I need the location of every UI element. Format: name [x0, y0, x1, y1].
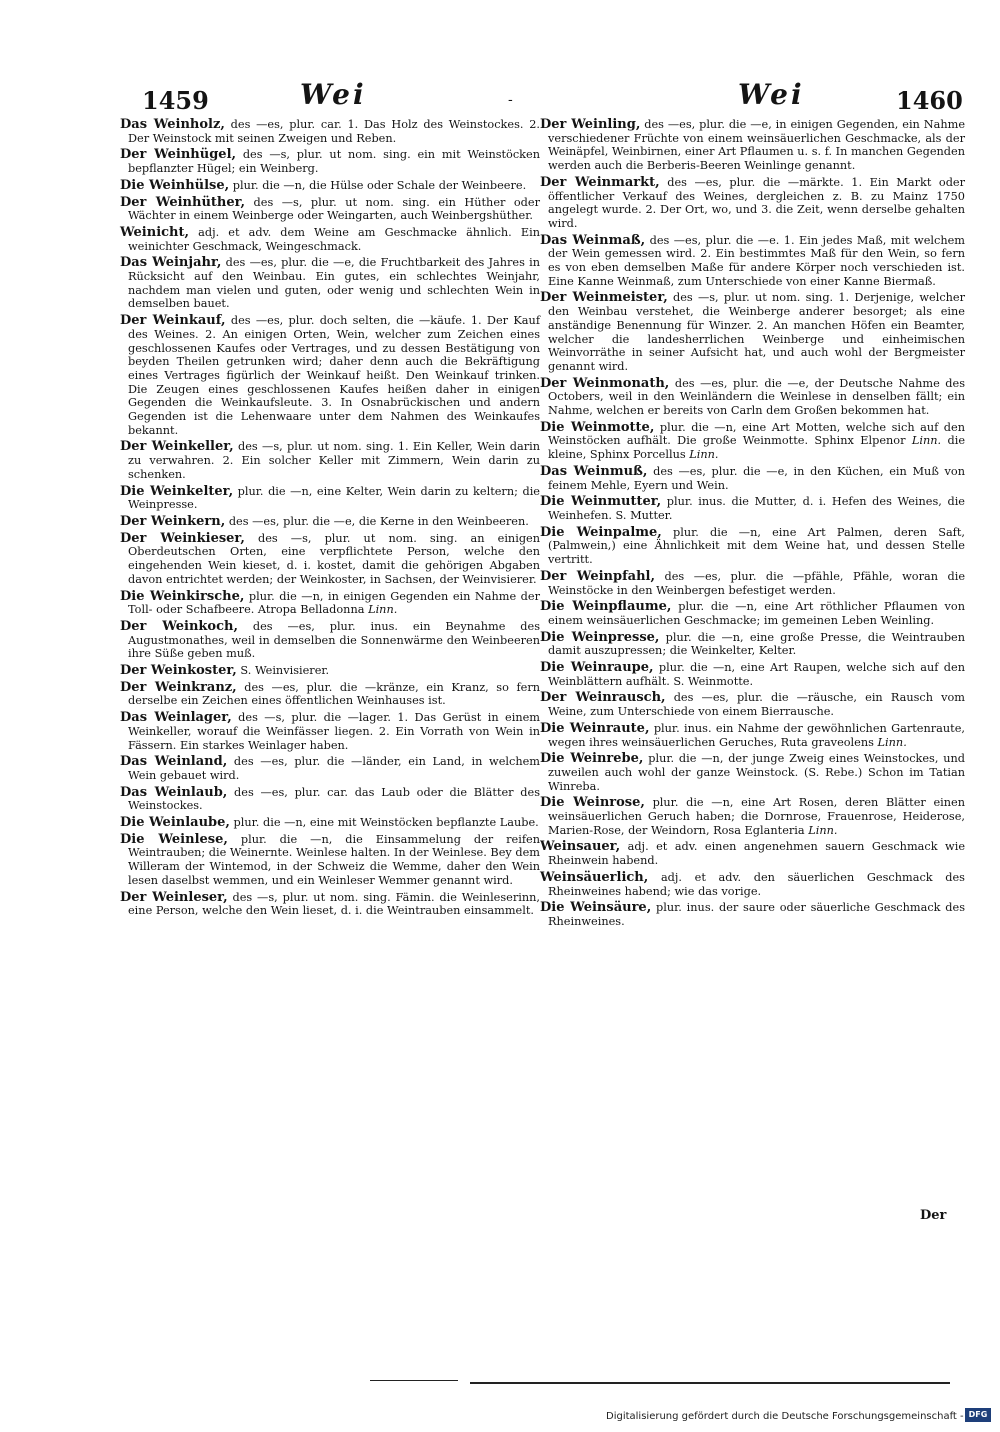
dictionary-entry [540, 722, 965, 749]
header-dash: - [508, 92, 513, 108]
dictionary-entry [540, 752, 965, 793]
dictionary-entry [540, 871, 965, 898]
entry-latin: Linn. [911, 434, 942, 448]
dictionary-entry [120, 485, 540, 512]
entry-headword: Weinsäuerlich, [540, 869, 649, 885]
dictionary-entry [120, 148, 540, 175]
entry-text: plur. die —n, der junge Zweig eines Weinstockes, und zuweilen auch wohl der ganze Weinstock. (S. Rebe.) Schon im Tatian Winreba. [548, 752, 966, 793]
entry-headword: Die Weinraupe, [540, 660, 654, 676]
catchword: Der [920, 1208, 947, 1223]
bottom-rule-long [470, 1382, 950, 1384]
entry-text: des —s, plur. ut nom. sing. 1. Ein Keller, Wein darin zu verwahren. 2. Ein solcher Keller mit Zimmern, Wein darin zu schenken. [128, 440, 540, 481]
entry-text: des —es, plur. die —e, in den Küchen, ein Muß von feinem Mehle, Eyern und Wein. [548, 464, 965, 492]
entry-text: des —s, plur. ut nom. sing. an einigen Oberdeutschen Orten, eine verpflichtete Person, welche den eingehenden Wein kieset, d. i. kostet, damit die gehörigen Abgaben davon entrichtet werden; der Weinkoster, in Sachsen, der Weinvisierer. [128, 531, 541, 586]
dictionary-entry [540, 495, 965, 522]
entry-headword: Die Weinpresse, [540, 629, 660, 645]
entry-text: des —es, plur. die —e, die Fruchtbarkeit des Jahres in Rücksicht auf den Weinbau. Ein gutes, ein schlechtes Weinjahr, nachdem man vielen und guten, oder wenig und schlechten Wein in demselben bauet. [128, 256, 541, 311]
entry-headword: Der Weinhüther, [120, 194, 246, 210]
entry-headword: Der Weinling, [540, 117, 641, 132]
dictionary-entry [120, 314, 540, 437]
entry-headword: Die Weinmutter, [540, 494, 662, 510]
dictionary-entry [120, 620, 540, 661]
entry-headword: Die Weinpflaume, [540, 599, 672, 615]
entry-headword: Die Weinrebe, [540, 751, 644, 767]
entry-headword: Der Weinhügel, [120, 147, 237, 163]
entry-headword: Der Weinrausch, [540, 690, 666, 706]
dictionary-entry [120, 532, 540, 587]
dictionary-entry [540, 796, 965, 837]
entry-headword: Der Weinkeller, [120, 439, 234, 455]
entry-text: adj. et adv. einen angenehmen sauern Geschmack wie Rheinwein habend. [548, 840, 966, 868]
entry-text: plur. die —n, eine Art Rosen, deren Blätter einen weinsäuerlichen Geruch haben; die Dornrose, Frauenrose, Heiderose, Marien-Rose, der Weindorn, Rosa Eglanteria [548, 796, 965, 837]
right-column [540, 118, 965, 932]
dictionary-entry [540, 600, 965, 627]
entry-headword: Der Weinkoch, [120, 618, 238, 634]
right-header-word: Wei [738, 78, 805, 111]
entry-text: plur. die —n, eine Art Raupen, welche sich auf den Weinblättern aufhält. S. Weinmotte. [548, 661, 965, 688]
dictionary-entry [120, 755, 540, 782]
entry-headword: Die Weinmotte, [540, 419, 655, 435]
entry-headword: Der Weinkern, [120, 513, 226, 529]
dictionary-entry [540, 631, 965, 658]
dictionary-entry [120, 786, 540, 813]
entry-headword: Das Weinjahr, [120, 255, 222, 271]
dictionary-entry [120, 256, 540, 311]
entry-headword: Der Weinkoster, [120, 663, 237, 679]
left-page-number: 1459 [142, 86, 209, 115]
right-page-number: 1460 [896, 86, 963, 115]
entry-headword: Der Weinmonath, [540, 375, 670, 391]
entry-text: adj. et adv. den säuerlichen Geschmack des Rheinweines habend; wie das vorige. [548, 870, 965, 898]
entry-text: plur. die —n, eine Kelter, Wein darin zu keltern; die Weinpresse. [128, 484, 540, 512]
dictionary-entry [120, 590, 540, 617]
dictionary-entry [540, 465, 965, 492]
dictionary-entry [120, 833, 540, 888]
entry-headword: Die Weinlaube, [120, 815, 230, 831]
entry-text: plur. die —n, eine große Presse, die Weintrauben damit auszupressen; die Weinkelter, Kelter. [548, 630, 966, 658]
dictionary-entry [540, 291, 965, 373]
entry-text: S. Weinvisierer. [240, 664, 330, 678]
entry-text: des —es, plur. die —e, in einigen Gegenden, ein Nahme verschiedener Früchte von einem weinsäuerlichen Geschmacke, als der Weinäpfel, Weinbirnen, einer Art Pflaumen u. s. f. In manchen Gegenden werden auch die Berberis-Beeren Weinlinge genannt. [548, 118, 966, 173]
dictionary-entry [540, 840, 965, 867]
entry-text: des —es, plur. inus. ein Beynahme des Augustmonathes, weil in demselben die Sonnenwärme den Weinbeeren ihre Süße geben muß. [128, 619, 540, 661]
entry-text: des —s, plur. ut nom. sing. ein Hüther oder Wächter in einem Weinberge oder Weingarten, auch Weinbergshüther. [128, 195, 540, 223]
entry-text: plur. die —n, eine Art Palmen, deren Saft, (Palmwein,) eine Ähnlichkeit mit dem Weine hat, und dessen Stelle vertritt. [548, 525, 965, 567]
entry-headword: Weinicht, [120, 224, 190, 240]
dictionary-entry [540, 421, 965, 462]
entry-text: des —es, plur. die —kränze, ein Kranz, so fern derselbe ein Zeichen eines öffentlichen Weinhauses ist. [128, 680, 540, 708]
entry-latin: Linn. [689, 448, 719, 462]
entry-headword: Die Weinsäure, [540, 900, 652, 916]
dictionary-entry [120, 681, 540, 708]
entry-text: plur. die —n, die Hülse oder Schale der Weinbeere. [232, 178, 527, 192]
entry-headword: Der Weinmarkt, [540, 174, 660, 190]
entry-text: plur. die —n, in einigen Gegenden ein Nahme der Toll- oder Schafbeere. Atropa Belladonna [128, 589, 540, 617]
entry-headword: Die Weinkelter, [120, 483, 234, 499]
entry-headword: Die Weinkirsche, [120, 588, 245, 604]
entry-text: des —es, plur. die —märkte. 1. Ein Markt oder öffentlicher Verkauf des Weines, dergleichen z. B. zu Mainz 1750 angelegt wurde. 2. Der Ort, wo, und 3. die Zeit, wenn derselbe gehalten wird. [548, 175, 966, 230]
dictionary-entry [120, 664, 540, 678]
entry-headword: Das Weinlaub, [120, 784, 228, 800]
entry-text: adj. et adv. dem Weine am Geschmacke ähnlich. Ein weinichter Geschmack, Weingeschmack. [128, 225, 540, 253]
bottom-rule-short [370, 1380, 458, 1381]
dictionary-entry [540, 691, 965, 718]
entry-headword: Die Weinhülse, [120, 177, 230, 193]
dictionary-entry [120, 118, 540, 145]
entry-text: des —es, plur. die —länder, ein Land, in welchem Wein gebauet wird. [128, 755, 541, 782]
entry-text: des —es, plur. car. das Laub oder die Blätter des Weinstockes. [128, 785, 541, 813]
left-header-word: Wei [300, 78, 367, 111]
entry-latin: Linn. [808, 823, 838, 837]
entry-text: des —s, plur. die —lager. 1. Das Gerüst in einem Weinkeller, worauf die Weinfässer liegen. 2. Ein Vorrath von Wein in Fässern. Ein starkes Weinlager haben. [128, 711, 540, 752]
dictionary-entry [540, 234, 965, 289]
entry-headword: Das Weinmaß, [540, 232, 646, 248]
entry-text: plur. inus. der saure oder säuerliche Geschmack des Rheinweines. [548, 901, 965, 928]
entry-headword: Weinsauer, [540, 839, 621, 855]
entry-text: des —es, plur. die —pfähle, Pfähle, woran die Weinstöcke in den Weinbergen befestiget werden. [548, 569, 966, 597]
entry-text: des —s, plur. ut nom. sing. ein mit Weinstöcken bepflanzter Hügel; ein Weinberg. [128, 148, 540, 176]
entry-text: plur. die —n, eine Art röthlicher Pflaumen von einem weinsäuerlichen Geschmacke; im gemeinen Leben Weinling. [548, 600, 965, 627]
dictionary-entry [120, 816, 540, 830]
entry-text: plur. die —n, eine mit Weinstöcken bepflanzte Laube. [233, 816, 539, 830]
entry-text: plur. die —n, eine Art Motten, welche sich auf den Weinstöcken aufhält. Die große Weinmotte. Sphinx Elpenor [548, 420, 965, 448]
entry-headword: Der Weinkranz, [120, 679, 237, 695]
entry-headword: Der Weinleser, [120, 889, 228, 905]
entry-text: plur. die —n, die Einsammelung der reifen Weintrauben; die Weinernte. Weinlese halten. In der Weinlese. Bey dem Willeram der Wintemod, in der Schweiz die Wemme, daher den Wein lesen daselbst wemmen, und ein Weinleser Wemmer genannt wird. [128, 832, 540, 887]
entry-text: des —es, plur. die —räusche, ein Rausch vom Weine, zum Unterschiede von einem Bierrausche. [548, 691, 966, 719]
entry-headword: Der Weinkieser, [120, 530, 245, 546]
entry-headword: Das Weinland, [120, 754, 228, 770]
entry-text: des —es, plur. die —e, der Deutsche Nahme des Octobers, weil in den Weinländern die Weinlese in denselben fällt; ein Nahme, welchen er bereits von Carln dem Großen bekommen hat. [548, 376, 965, 418]
dictionary-entry [540, 526, 965, 567]
entry-latin: Linn. [877, 735, 907, 749]
dictionary-entry [540, 377, 965, 418]
dictionary-entry [120, 440, 540, 481]
entry-headword: Die Weinlese, [120, 831, 228, 847]
entry-headword: Die Weinraute, [540, 720, 650, 736]
dictionary-entry [540, 661, 965, 688]
dfg-logo: DFG [965, 1408, 991, 1422]
entry-text: des —es, plur. die —e. 1. Ein jedes Maß, mit welchem der Wein gemessen wird. 2. Ein bestimmtes Maß für den Wein, so fern es von eben demselben Maße für andere Körper noch verschieden ist. Eine Kanne Weinmaß, zum Unterschiede von einer Kanne Biermaß. [548, 233, 966, 288]
entry-headword: Das Weinholz, [120, 117, 225, 132]
entry-headword: Die Weinrose, [540, 795, 645, 811]
dictionary-entry [120, 515, 540, 529]
entry-text: plur. inus. ein Nahme der gewöhnlichen Gartenraute, wegen ihres weinsäuerlichen Geruches, Ruta graveolens [548, 721, 965, 749]
dictionary-entry [120, 891, 540, 918]
dictionary-entry [120, 226, 540, 253]
dictionary-entry [120, 179, 540, 193]
dictionary-entry [540, 176, 965, 231]
entry-text: des —es, plur. die —e, die Kerne in den Weinbeeren. [228, 514, 529, 528]
entry-headword: Die Weinpalme, [540, 524, 662, 540]
dictionary-entry [120, 711, 540, 752]
entry-latin: Linn. [368, 603, 398, 617]
dictionary-entry [540, 118, 965, 173]
entry-text: des —es, plur. doch selten, die —käufe. 1. Der Kauf des Weines. 2. An einigen Orten, Wein, welcher zum Zeichen eines geschlossenen Kaufes oder Vertrages, und zu dessen Bestätigung von beyden Theilen getrunken wird; daher denn auch die Bekräftigung eines Vertrages figürlich der Weinkauf heißt. Den Weinkauf trinken. Die Zeugen eines geschlossenen Kaufes heißen daher in einigen Gegenden die Weinkaufsleute. 3. In Osnabrückischen und andern Gegenden ist die Lehenwaare unter dem Nahmen des Weinkaufes bekannt. [128, 314, 541, 437]
footer-credit: Digitalisierung gefördert durch die Deutsche Forschungsgemeinschaft - [606, 1411, 964, 1422]
entry-headword: Der Weinpfahl, [540, 568, 656, 584]
entry-headword: Der Weinkauf, [120, 313, 226, 329]
dictionary-entry [120, 196, 540, 223]
entry-text: des —es, plur. car. 1. Das Holz des Weinstockes. 2. Der Weinstock mit seinen Zweigen und Reben. [128, 118, 540, 145]
dictionary-entry [540, 901, 965, 928]
left-column [120, 118, 540, 921]
dictionary-entry [540, 570, 965, 597]
entry-text: plur. inus. die Mutter, d. i. Hefen des Weines, die Weinhefen. S. Mutter. [548, 495, 965, 522]
entry-headword: Das Weinmuß, [540, 463, 648, 479]
entry-headword: Das Weinlager, [120, 710, 232, 726]
entry-text: die kleine, Sphinx Porcellus [548, 434, 966, 462]
entry-headword: Der Weinmeister, [540, 290, 668, 306]
entry-text: des —s, plur. ut nom. sing. 1. Derjenige, welcher den Weinbau verstehet, die Weinberge anderer besorget; als eine anständige Benennung für Winzer. 2. An manchen Höfen ein Beamter, welcher die landesherrlichen Weinberge und einheimischen Weinvorräthe in seiner Aufsicht hat, und auch wohl der Bergmeister genannt wird. [548, 291, 966, 373]
entry-text: des —s, plur. ut nom. sing. Fämin. die Weinleserinn, eine Person, welche den Wein lieset, d. i. die Weintrauben einsammelt. [128, 890, 541, 918]
